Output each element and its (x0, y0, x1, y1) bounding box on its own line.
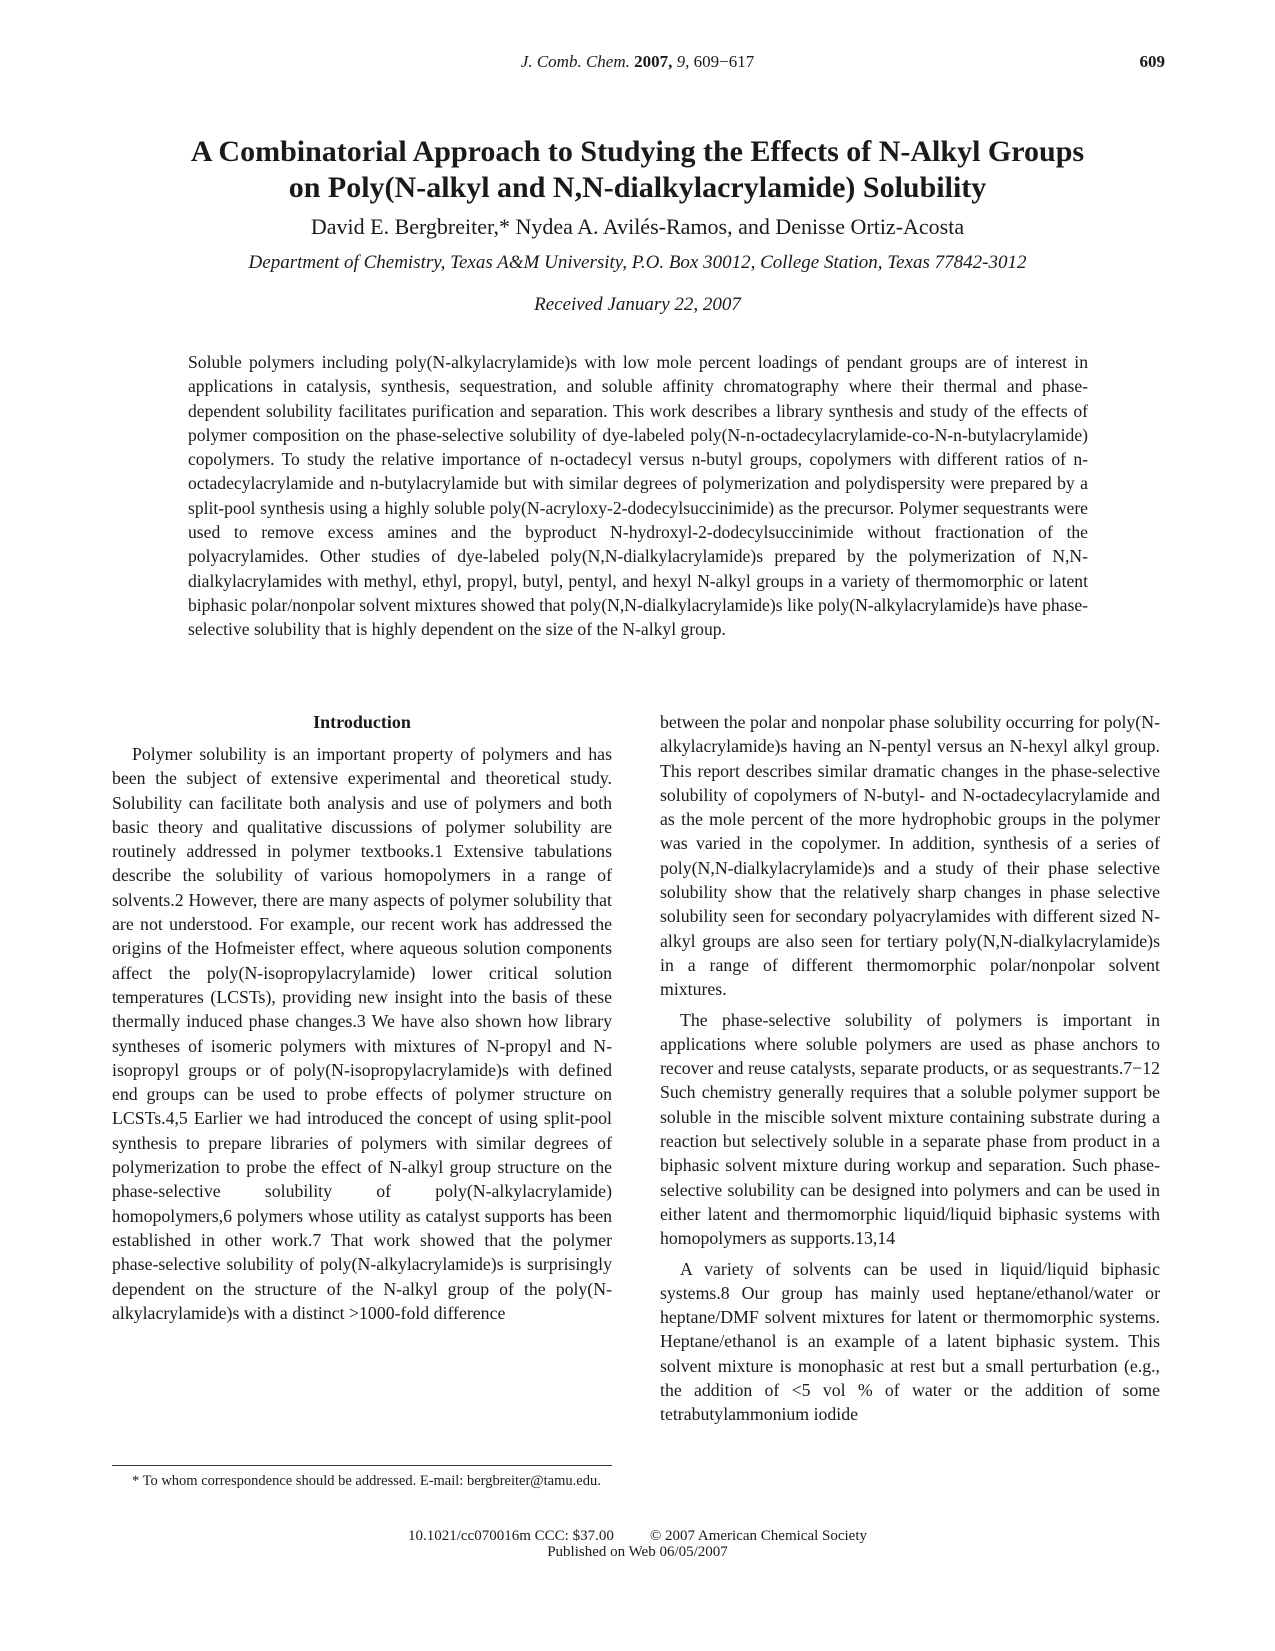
title-line-1: A Combinatorial Approach to Studying the Effects of N-Alkyl Groups (190, 135, 1085, 168)
abstract: Soluble polymers including poly(N-alkylacrylamide)s with low mole percent loadings of pendant groups are of interest in applications in catalysis, synthesis, sequestration, and soluble affinity chromatography where their thermal and phase-dependent solubility facilitates purification and separation. This work describes a library synthesis and study of the effects of polymer composition on the phase-selective solubility of dye-labeled poly(N-n-octadecylacrylamide-co-N-n-butylacrylamide) copolymers. To study the relative importance of n-octadecyl versus n-butyl groups, copolymers with different ratios of n-octadecylacrylamide and n-butylacrylamide but with similar degrees of polymerization and polydispersity were prepared by a split-pool synthesis using a highly soluble poly(N-acryloxy-2-dodecylsuccinimide) as the precursor. Polymer sequestrants were used to remove excess amines and the byproduct N-hydroxyl-2-dodecylsuccinimide without fractionation of the polyacrylamides. Other studies of dye-labeled poly(N,N-dialkylacrylamide)s prepared by the polymerization of N,N-dialkylacrylamides with methyl, ethyl, propyl, butyl, pentyl, and hexyl N-alkyl groups in a variety of thermomorphic or latent biphasic polar/nonpolar solvent mixtures showed that poly(N,N-dialkylacrylamide)s like poly(N-alkylacrylamide)s have phase-selective solubility that is highly dependent on the size of the N-alkyl group. (188, 352, 1088, 640)
intro-paragraph-2: The phase-selective solubility of polymers is important in applications where soluble polymers are used as phase anchors to recover and reuse catalysts, separate products, or as sequestrants.7−12 Such chemistry generally requires that a soluble polymer support be soluble in the miscible solvent mixture containing substrate during a reaction but selectively soluble in a separate phase from product in a biphasic solvent mixture during workup and separation. Such phase-selective solubility can be designed into polymers and can be used in either latent and thermomorphic liquid/liquid biphasic systems with homopolymers as supports.13,14 (660, 1009, 1160, 1249)
doi-line: 10.1021/cc070016m CCC: $37.00 (407, 1528, 614, 1544)
copyright-line: © 2007 American Chemical Society (649, 1528, 868, 1544)
page-number: 609 (1139, 52, 1165, 71)
footnote-text: * To whom correspondence should be addressed. E-mail: bergbreiter@tamu.edu. (132, 1473, 601, 1489)
intro-paragraph-3: A variety of solvents can be used in liquid/liquid biphasic systems.8 Our group has mainly used heptane/ethanol/water or heptane/DMF solvent mixtures for latent or thermomorphic systems. Heptane/ethanol is an example of a latent biphasic system. This solvent mixture is monophasic at rest but a small perturbation (e.g., the addition of <5 vol % of water or the addition of some tetrabutylammonium iodide (660, 1258, 1160, 1425)
published-date: Published on Web 06/05/2007 (547, 1544, 728, 1560)
journal-name: J. Comb. Chem. (520, 52, 630, 71)
journal-year: 2007, (634, 52, 673, 71)
left-column (112, 710, 612, 1325)
footnote-divider (112, 1465, 612, 1466)
journal-volume: 9, (676, 52, 690, 71)
journal-pages: 609−617 (693, 52, 755, 71)
author-list: David E. Bergbreiter,* Nydea A. Avilés-Ramos, and Denisse Ortiz-Acosta (310, 214, 965, 239)
section-heading-introduction: Introduction (313, 712, 411, 732)
received-date: Received January 22, 2007 (534, 294, 741, 315)
affiliation: Department of Chemistry, Texas A&M University, P.O. Box 30012, College Station, Texas 77842-3012 (248, 252, 1027, 273)
correspondence-footnote (112, 1472, 612, 1491)
journal-citation (0, 52, 1275, 72)
title-line-2: on Poly(N-alkyl and N,N-dialkylacrylamide) Solubility (288, 171, 987, 204)
publication-footer (0, 1528, 1275, 1560)
intro-paragraph-1: Polymer solubility is an important property of polymers and has been the subject of extensive experimental and theoretical study. Solubility can facilitate both analysis and use of polymers and both basic theory and qualitative discussions of polymer solubility are routinely addressed in polymer textbooks.1 Extensive tabulations describe the solubility of various homopolymers in a range of solvents.2 However, there are many aspects of polymer solubility that are not understood. For example, our recent work has addressed the origins of the Hofmeister effect, where aqueous solution components affect the poly(N-isopropylacrylamide) lower critical solution temperatures (LCSTs), providing new insight into the basis of these thermally induced phase changes.3 We have also shown how library syntheses of isomeric polymers with mixtures of N-propyl and N-isopropyl groups or of poly(N-isopropylacrylamide)s with defined end groups can be used to probe effects of polymer structure on LCSTs.4,5 Earlier we had introduced the concept of using split-pool synthesis to prepare libraries of polymers with similar degrees of polymerization to probe the effect of N-alkyl group structure on the phase-selective solubility of poly(N-alkylacrylamide) homopolymers,6 polymers whose utility as catalyst supports has been established in other work.7 That work showed that the polymer phase-selective solubility of poly(N-alkylacrylamide)s is surprisingly dependent on the structure of the N-alkyl group of the poly(N-alkylacrylamide)s with a distinct >1000-fold difference (112, 744, 612, 1323)
right-column (660, 710, 1160, 1427)
intro-paragraph-1-continued: between the polar and nonpolar phase solubility occurring for poly(N-alkylacrylamide)s having an N-pentyl versus an N-hexyl alkyl group. This report describes similar dramatic changes in the phase-selective solubility of copolymers of N-butyl- and N-octadecylacrylamide and as the mole percent of the more hydrophobic groups in the polymer was varied in the copolymer. In addition, synthesis of a series of poly(N,N-dialkylacrylamide)s and a study of their phase selective solubility show that the relatively sharp changes in phase selective solubility seen for secondary polyacrylamides with different sized N-alkyl groups are also seen for tertiary poly(N,N-dialkylacrylamide)s in a range of different thermomorphic polar/nonpolar solvent mixtures. (660, 712, 1160, 1000)
article-title (150, 134, 1125, 206)
